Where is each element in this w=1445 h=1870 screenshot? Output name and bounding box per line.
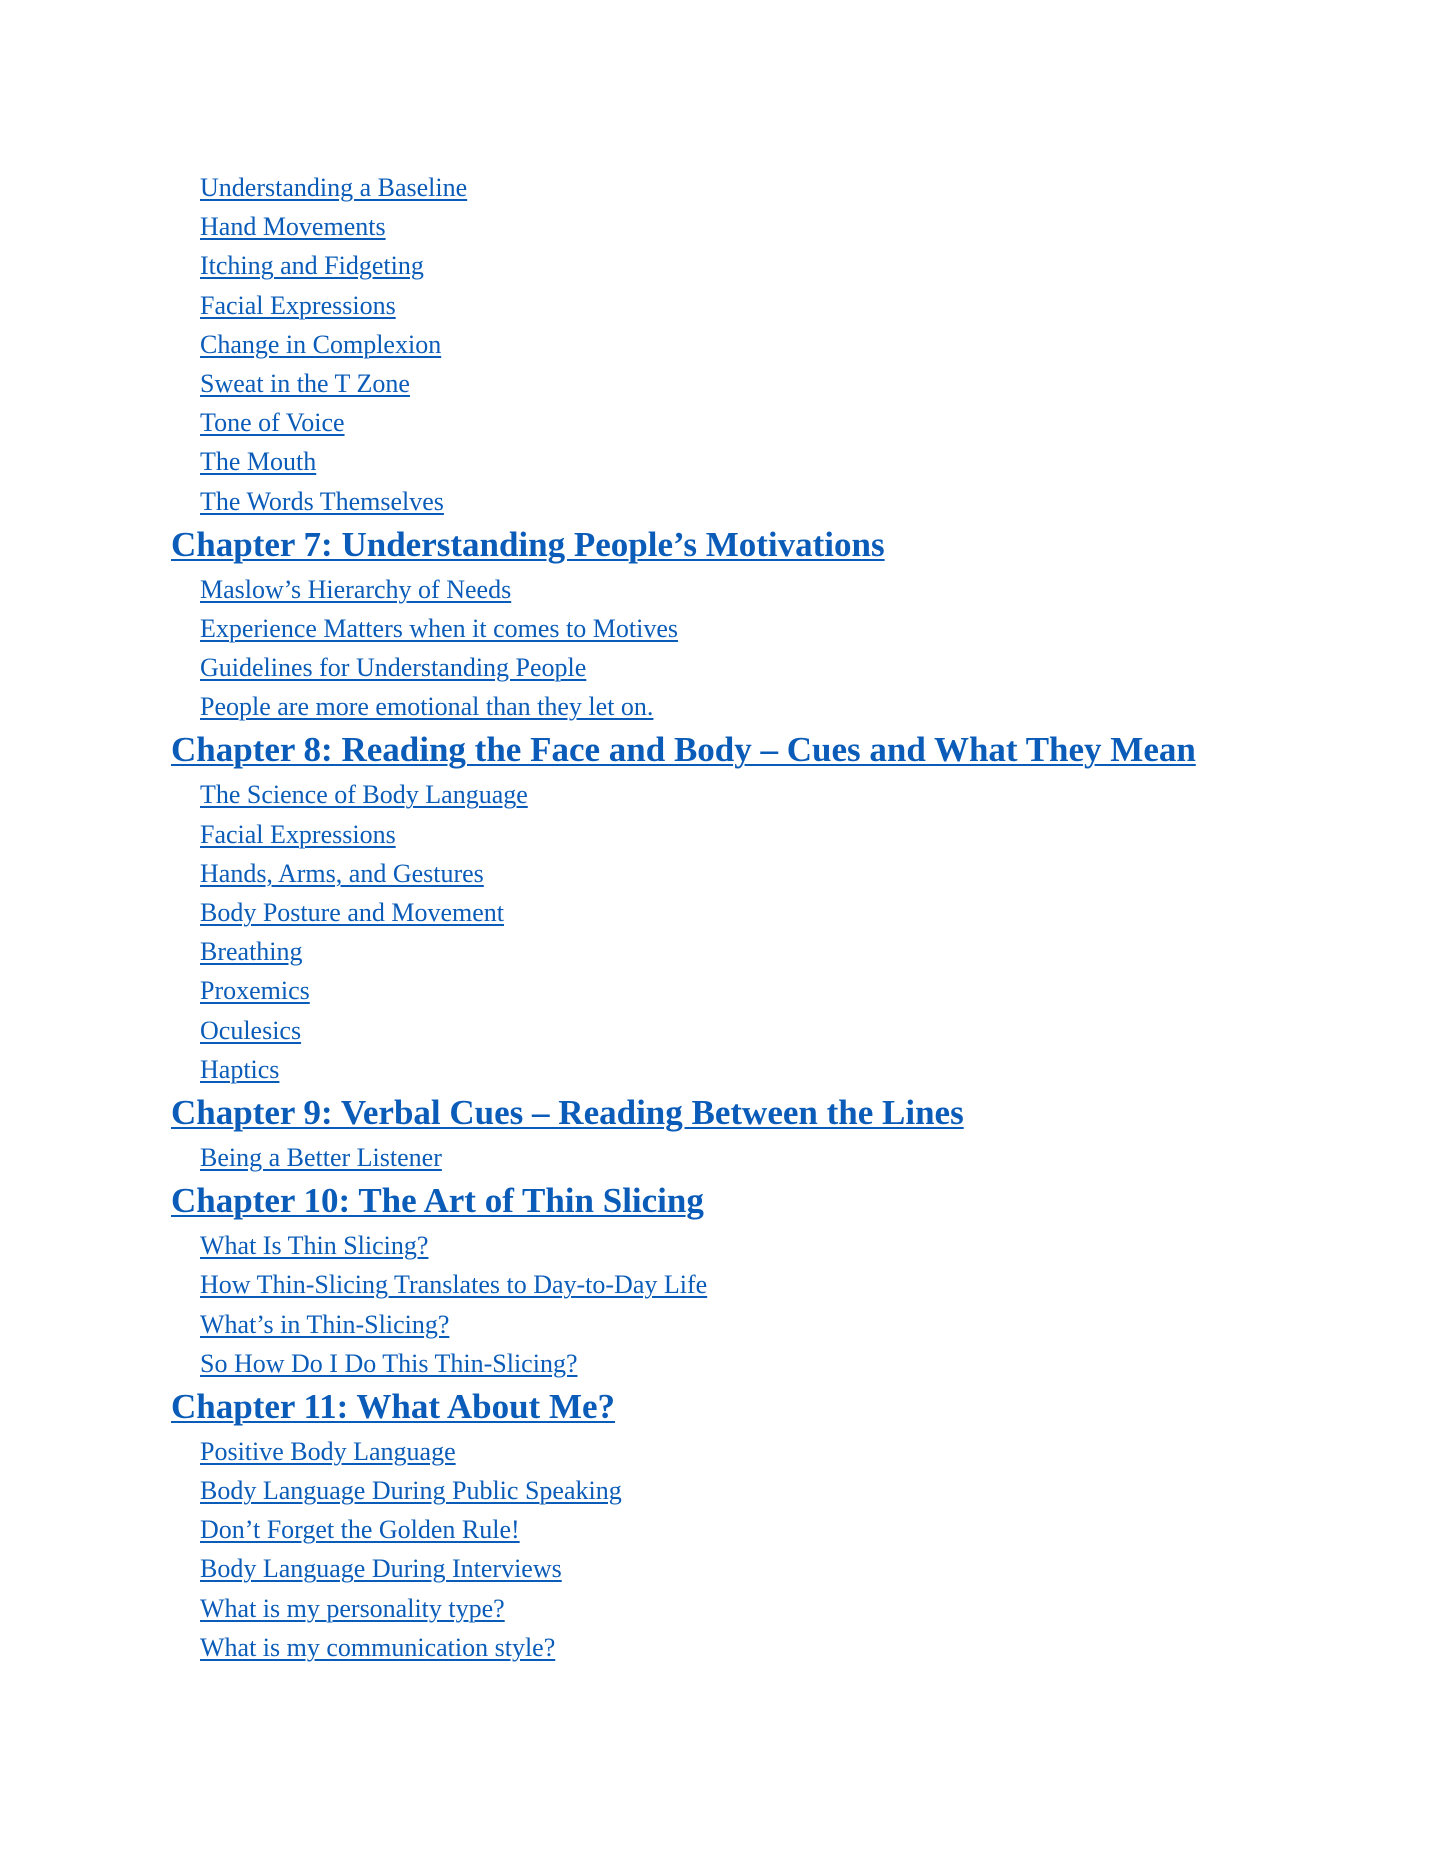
toc-section-link[interactable]: The Science of Body Language [200, 780, 528, 810]
toc-section-link[interactable]: Body Posture and Movement [200, 898, 505, 927]
toc-section-link[interactable]: Hands, Arms, and Gestures [200, 858, 484, 888]
toc-section-link[interactable]: Don’t Forget the Golden Rule! [200, 1515, 520, 1545]
toc-section-link[interactable]: Breathing [200, 937, 303, 967]
toc-section-link[interactable]: What Is Thin Slicing? [200, 1231, 429, 1261]
toc-section-link[interactable]: What’s in Thin-Slicing? [200, 1309, 450, 1339]
toc-section-link[interactable]: Being a Better Listener [200, 1142, 442, 1172]
toc-section-link[interactable]: What is my communication style? [200, 1632, 556, 1662]
toc-section-link[interactable]: The Words Themselves [200, 486, 444, 516]
toc-section-link[interactable]: People are more emotional than they let on. [200, 692, 654, 722]
toc-section-link[interactable]: Guidelines for Understanding People [200, 653, 587, 683]
toc-section-link[interactable]: Body Language During Interviews [200, 1554, 562, 1584]
toc-chapter-link[interactable]: Chapter 9: Verbal Cues – Reading Between the Lines [171, 1092, 964, 1132]
toc-section-link[interactable]: Maslow’s Hierarchy of Needs [200, 574, 512, 604]
toc-chapter-link[interactable]: Chapter 7: Understanding People’s Motivations [171, 524, 885, 564]
toc-section-link[interactable]: Experience Matters when it comes to Motives [200, 613, 678, 643]
toc-chapter-link[interactable]: Chapter 10: The Art of Thin Slicing [171, 1181, 704, 1221]
toc-section-link[interactable]: Oculesics [200, 1015, 302, 1045]
toc-section-link[interactable]: Sweat in the T Zone [200, 368, 410, 398]
toc-section-link[interactable]: Facial Expressions [200, 819, 396, 849]
toc-section-link[interactable]: Understanding a Baseline [200, 173, 468, 202]
toc-section-link[interactable]: The Mouth [200, 447, 317, 477]
toc-section-link[interactable]: Haptics [200, 1054, 280, 1084]
toc-section-link[interactable]: What is my personality type? [200, 1593, 505, 1623]
toc-section-link[interactable]: Itching and Fidgeting [200, 251, 424, 281]
toc-section-link[interactable]: Positive Body Language [200, 1436, 456, 1466]
toc-chapter-link[interactable]: Chapter 8: Reading the Face and Body – Cues and What They Mean [171, 730, 1196, 770]
toc-section-link[interactable]: So How Do I Do This Thin-Slicing? [200, 1348, 578, 1378]
toc-chapter-link[interactable]: Chapter 11: What About Me? [171, 1386, 616, 1426]
toc-section-link[interactable]: Change in Complexion [200, 329, 442, 359]
toc-section-link[interactable]: Proxemics [200, 976, 310, 1006]
toc-section-link[interactable]: Hand Movements [200, 212, 386, 242]
table-of-contents [0, 168, 1445, 1667]
toc-section-link[interactable]: Tone of Voice [200, 408, 345, 438]
toc-section-link[interactable]: How Thin-Slicing Translates to Day-to-Day Life [200, 1270, 708, 1300]
toc-section-link[interactable]: Body Language During Public Speaking [200, 1476, 622, 1506]
toc-section-link[interactable]: Facial Expressions [200, 290, 396, 320]
